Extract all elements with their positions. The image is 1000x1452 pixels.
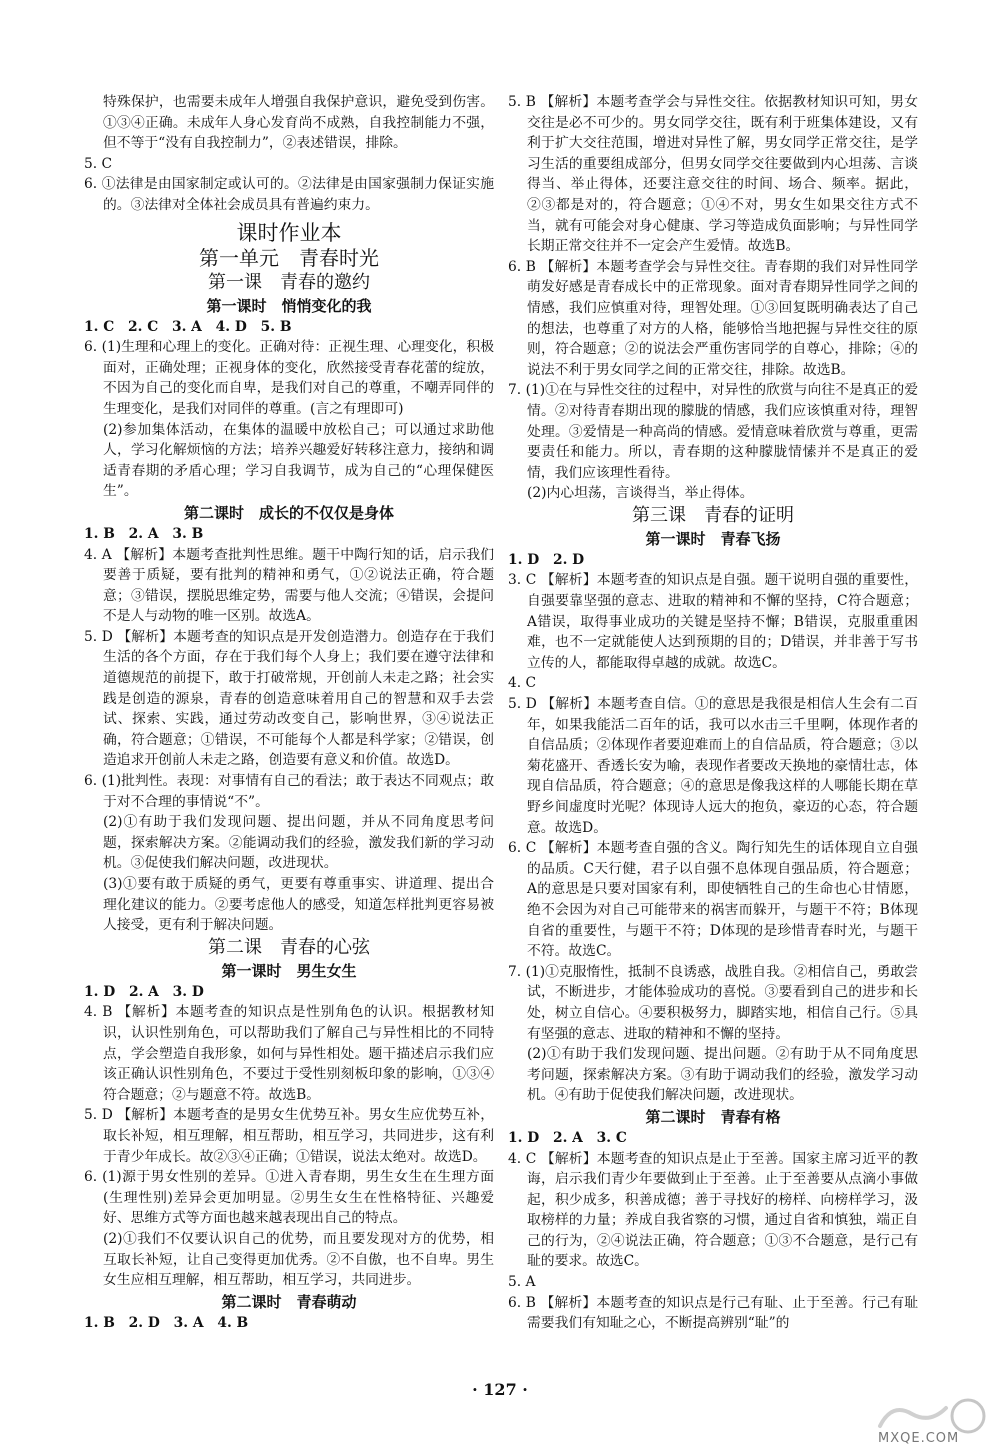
text-paragraph: 特殊保护，也需要未成年人增强自我保护意识，避免受到伤害。①③④正确。未成年人身心发育尚不成熟，自我控制能力不强，但不等于“没有自我控制力”，②表述错误，排除。 xyxy=(103,94,494,152)
text-paragraph: 5. C xyxy=(84,155,113,172)
text-paragraph: 1. D 2. A 3. D xyxy=(84,983,204,1000)
lesson-heading: 第三课 青春的证明 xyxy=(632,504,794,526)
text-paragraph: 4. C 【解析】本题考查的知识点是止于至善。国家主席习近平的教诲，启示我们青少年要做到止于至善。止于至善要从点滴小事做起，积少成多，积善成德；善于寻找好的榜样、向榜样学习，汲取榜样的力量；养成自我省察的习惯，通过自省和慎独，端正自己的行为，②④说法正确，符合题意；①③不合题意，是行己有耻的要求。故选C。 xyxy=(508,1150,918,1270)
text-paragraph: 5. A xyxy=(508,1274,536,1291)
text-paragraph: 6. (1)生理和心理上的变化。正确对待：正视生理、心理变化，积极面对，正确处理；正视身体的变化，欣然接受青春花蕾的绽放，不因为自己的变化而自卑，是我们对自己的尊重，不嘲弄同伴的生理变化，是我们对同伴的尊重。(言之有理即可) xyxy=(84,339,494,417)
text-paragraph: 6. (1)源于男女性别的差异。①进入青春期，男生女生在生理方面(生理性别)差异会更加明显。②男生女生在性格特征、兴趣爱好、思维方式等方面也越来越表现出自己的特点。 xyxy=(84,1169,494,1227)
text-paragraph: 1. D 2. A 3. C xyxy=(508,1129,627,1146)
text-paragraph: (3)①要有敢于质疑的勇气，更要有尊重事实、讲道理、提出合理化建议的能力。②要考虑他人的感受，知道怎样批判更容易被人接受，更有利于解决问题。 xyxy=(103,876,494,934)
text-paragraph: 1. D 2. D xyxy=(508,551,585,568)
text-paragraph: 5. D 【解析】本题考查的是男女生优势互补。男女生应优势互补，取长补短，相互理解，相互帮助，相互学习，共同进步，这有利于青少年成长。故②③④正确；①错误，说法太绝对。故选D。 xyxy=(84,1107,494,1165)
text-paragraph: (2)内心坦荡，言谈得当，举止得体。 xyxy=(527,485,754,502)
text-paragraph: 1. C 2. C 3. A 4. D 5. B xyxy=(84,318,292,335)
text-paragraph: 6. B 【解析】本题考查学会与异性交往。青春期的我们对异性同学萌发好感是青春成长中的正常现象。面对青春期异性同学之间的情感，我们应慎重对待，理智处理。①③回复既明确表达了自己的想法，也尊重了对方的人格，能够恰当地把握与异性交往的原则，符合题意；②的说法会严重伤害同学的自尊心，排除；④的说法不利于男女同学之间的正常交往，排除。故选B。 xyxy=(508,258,918,378)
lesson-heading: 第二课 青春的心弦 xyxy=(208,936,370,958)
text-paragraph: 7. (1)①在与异性交往的过程中，对异性的欣赏与向往不是真正的爱情。②对待青春期出现的朦胧的情感，我们应该慎重对待，理智处理。③爱情是一种高尚的情感。爱情意味着欣赏与尊重，更需要责任和能力。所以，青春期的这种朦胧情愫并不是真正的爱情，我们应该理性看待。 xyxy=(508,382,918,481)
text-paragraph: 1. B 2. A 3. B xyxy=(84,525,204,542)
text-paragraph: 5. B 【解析】本题考查学会与异性交往。依据教材知识可知，男女交往是必不可少的。男女同学交往，既有利于班集体建设，又有利于扩大交往范围，增进对异性了解，男女同学正常交往，是学习生活的重要组成部分，但男女同学交往要做到内心坦荡、言谈得当、举止得体，还要注意交往的时间、场合、频率。据此，②③都是对的，符合题意；①④不对，男女生如果交往方式不当，就有可能会对身心健康、学习等造成负面影响；与异性同学长期正常交往并不一定会产生爱情。故选B。 xyxy=(508,94,918,255)
text-paragraph: (2)①有助于我们发现问题、提出问题。②有助于从不同角度思考问题，探索解决方案。③有助于调动我们的经验，激发学习动机。④有助于促使我们解决问题，改进现状。 xyxy=(527,1046,918,1104)
text-paragraph: 6. ①法律是由国家制定或认可的。②法律是由国家强制力保证实施的。③法律对全体社会成员具有普遍约束力。 xyxy=(84,176,494,213)
lesson-period-heading: 第二课时 成长的不仅仅是身体 xyxy=(183,503,394,522)
lesson-heading: 第一课 青春的邀约 xyxy=(208,271,370,293)
text-paragraph: (2)①有助于我们发现问题、提出问题，并从不同角度思考问题，探索解决方案。②能调动我们的经验，激发我们新的学习动机。③促使我们解决问题，改进现状。 xyxy=(103,814,494,872)
right-column xyxy=(508,92,918,1334)
text-paragraph: (2)参加集体活动，在集体的温暖中放松自己；可以通过求助他人，学习化解烦恼的方法；培养兴趣爱好转移注意力，接纳和调适青春期的矛盾心理；学习自我调节，成为自己的“心理保健医生”。 xyxy=(103,421,494,500)
lesson-period-heading: 第一课时 悄悄变化的我 xyxy=(206,296,372,315)
text-paragraph: 5. D 【解析】本题考查自信。①的意思是我很是相信人生会有二百年，如果我能活二百年的话，我可以水击三千里啊，体现作者的自信品质；②体现作者要迎难而上的自信品质，符合题意；③以菊花盛开、香透长安为喻，表现作者要改天换地的豪情壮志，体现自信品质，符合题意；④的意思是像我这样的人哪能长期在草野乡间虚度时光呢？体现诗人远大的抱负，豪迈的心态，符合题意。故选D。 xyxy=(508,696,918,836)
text-paragraph: 6. (1)批判性。表现：对事情有自己的看法；敢于表达不同观点；敢于对不合理的事情说“不”。 xyxy=(84,773,494,810)
lesson-period-heading: 第一课时 青春飞扬 xyxy=(645,529,781,548)
text-paragraph: 6. B 【解析】本题考查的知识点是行己有耻、止于至善。行己有耻需要我们有知耻之心，不断提高辨别“耻”的 xyxy=(508,1294,918,1332)
text-paragraph: 6. C 【解析】本题考查自强的含义。陶行知先生的话体现自立自强的品质。C天行健，君子以自强不息体现自强品质，符合题意；A的意思是只要对国家有利，即使牺牲自己的生命也心甘情愿，绝不会因为对自己可能带来的祸害而躲开，与题干不符；B体现自省的重要性，与题干不符；D体现的是珍惜青春时光，与题干不符。故选C。 xyxy=(508,840,918,960)
text-paragraph: 4. C xyxy=(508,675,537,692)
watermark-text: MXQE.COM xyxy=(878,1431,960,1446)
text-paragraph: 4. A 【解析】本题考查批判性思维。题干中陶行知的话，启示我们要善于质疑，要有批判的精神和勇气，①②说法正确，符合题意；③错误，摆脱思维定势，需要与他人交流；④错误，会提问不是人与动物的唯一区别。故选A。 xyxy=(84,546,494,625)
unit-heading: 第一单元 青春时光 xyxy=(199,245,379,270)
page-number: · 127 · xyxy=(472,1380,528,1399)
text-paragraph: (2)①我们不仅要认识自己的优势，而且要发现对方的优势，相互取长补短，让自己变得更加优秀。②不自傲，也不自卑。男生女生应相互理解，相互帮助，相互学习，共同进步。 xyxy=(103,1230,494,1289)
lesson-period-heading: 第二课时 青春有格 xyxy=(645,1107,781,1126)
text-paragraph: 3. C 【解析】本题考查的知识点是自强。题干说明自强的重要性，自强要靠坚强的意志、进取的精神和不懈的坚持，C符合题意；A错误，取得事业成功的关键是坚持不懈；B错误，克服重重困难，也不一定就能使人达到预期的目的；D错误，并非善于写书立传的人，都能取得卓越的成就。故选C。 xyxy=(508,572,918,671)
text-paragraph: 7. (1)①克服惰性，抵制不良诱惑，战胜自我。②相信自己，勇敢尝试，不断进步，才能体验成功的喜悦。③要看到自己的进步和长处，树立自信心。④要积极努力，脚踏实地，相信自己行。⑤具有坚强的意志、进取的精神和不懈的坚持。 xyxy=(508,963,918,1042)
left-column xyxy=(84,92,494,1333)
text-paragraph: 1. B 2. D 3. A 4. B xyxy=(84,1314,249,1331)
lesson-period-heading: 第一课时 男生女生 xyxy=(221,961,357,980)
section-title: 课时作业本 xyxy=(236,220,342,245)
lesson-period-heading: 第二课时 青春萌动 xyxy=(221,1292,357,1311)
text-paragraph: 4. B 【解析】本题考查的知识点是性别角色的认识。根据教材知识，认识性别角色，可以帮助我们了解自己与异性相比的不同特点，学会塑造自我形象，如何与异性相处。题干描述启示我们应该正确认识性别角色，不要过于受性别刻板印象的影响，①③④符合题意；②与题意不符。故选B。 xyxy=(84,1004,494,1103)
text-paragraph: 5. D 【解析】本题考查的知识点是开发创造潜力。创造存在于我们生活的各个方面，存在于我们每个人身上；我们要在遵守法律和道德规范的前提下，敢于打破常规，开创前人未走之路；社会实践是创造的源泉，青春的创造意味着用自己的智慧和双手去尝试、探索、实践，通过劳动改变自己，影响世界，③④说法正确，符合题意；①错误，不可能每个人都是科学家；②错误，创造追求开创前人未走之路，创造要有意义和价值。故选D。 xyxy=(84,628,494,769)
